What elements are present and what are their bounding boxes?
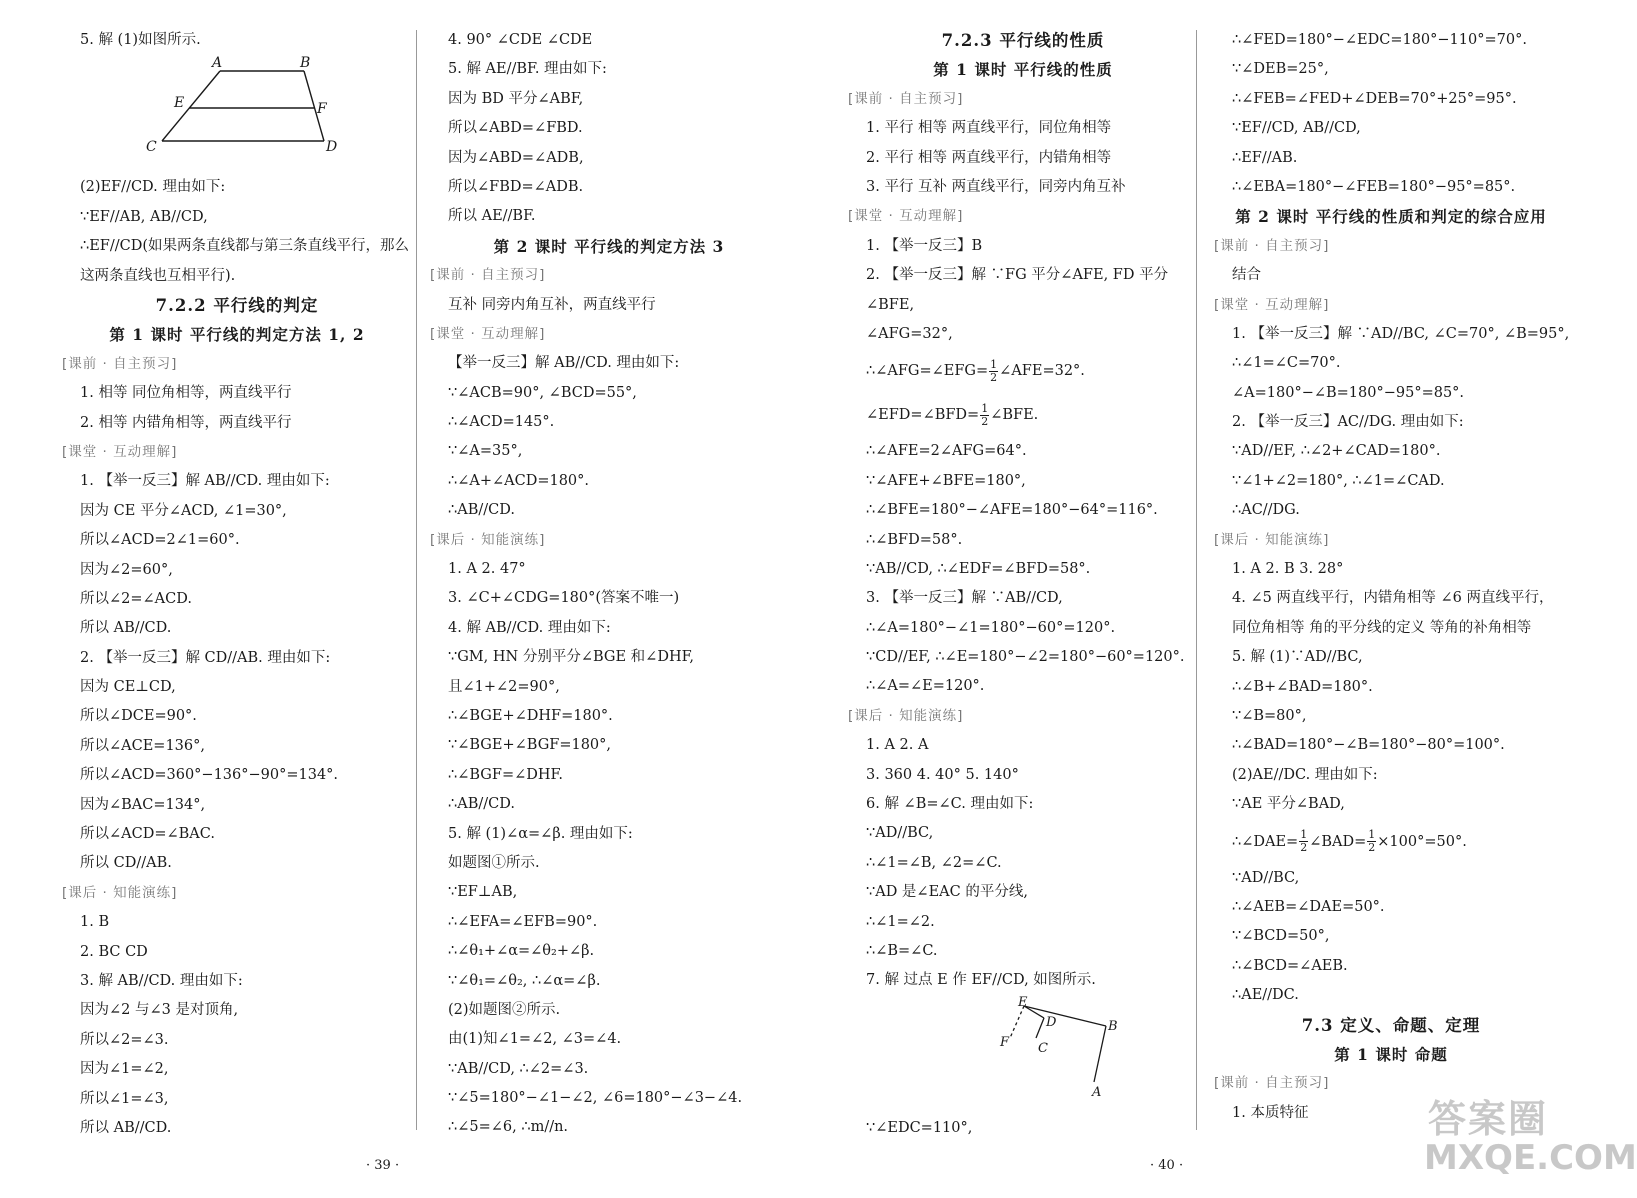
answer-line: 2. 相等 内错角相等，两直线平行 [80, 414, 292, 431]
answer-line: ∵AB//CD, ∴∠EDF=∠BFD=58°. [866, 560, 1091, 577]
answer-line: 6. 解 ∠B=∠C. 理由如下: [866, 796, 1034, 813]
answer-line: 3. ∠C+∠CDG=180°(答案不唯一) [448, 590, 680, 607]
answer-line: 3. 360 4. 40° 5. 140° [866, 766, 1019, 783]
answer-line: ∴∠BFD=58°. [866, 531, 963, 548]
answer-line: 所以∠ACE=136°, [80, 737, 205, 754]
fig-label: A [1092, 1084, 1102, 1100]
answer-line: 2. 平行 相等 两直线平行，内错角相等 [866, 149, 1112, 166]
answer-line: 7. 解 过点 E 作 EF//CD, 如图所示. [866, 972, 1096, 989]
answer-line: 1. 【举一反三】B [866, 237, 983, 254]
answer-line: 所以∠ABD=∠FBD. [448, 120, 583, 137]
figure [848, 996, 1198, 1114]
answer-line: 结合 [1232, 267, 1261, 284]
lesson-heading: 第 2 课时 平行线的性质和判定的综合应用 [1235, 207, 1547, 227]
answer-line: 所以∠ACD=360°−136°−90°=134°. [80, 767, 339, 784]
section-tag: [课堂 · 互动理解] [430, 325, 546, 342]
answer-line: 因为 CE 平分∠ACD, ∠1=30°, [80, 502, 287, 519]
column-1 [62, 26, 412, 1143]
column-3 [848, 26, 1198, 1143]
answer-line: ∵∠BCD=50°, [1232, 928, 1330, 945]
answer-line: 1. 【举一反三】解 ∵AD//BC, ∠C=70°, ∠B=95°, [1232, 325, 1570, 342]
answer-line: 因为∠2 与∠3 是对顶角, [80, 1002, 239, 1019]
section-tag: [课后 · 知能演练] [848, 707, 964, 724]
section-tag: [课堂 · 互动理解] [1214, 296, 1330, 313]
section-tag: [课前 · 自主预习] [1214, 1075, 1330, 1092]
answer-line: 3. 【举一反三】解 ∵AB//CD, [866, 590, 1063, 607]
section-tag: [课前 · 自主预习] [848, 90, 964, 107]
answer-line: ∴∠BGE+∠DHF=180°. [448, 707, 613, 724]
fig-label: C [1038, 1040, 1048, 1056]
answer-line: ∵AE 平分∠BAD, [1232, 796, 1345, 813]
answer-line: 1. A 2. B 3. 28° [1232, 561, 1344, 578]
section-heading: 7.3 定义、命题、定理 [1301, 1015, 1481, 1035]
answer-line: 4. ∠5 两直线平行，内错角相等 ∠6 两直线平行，同位角相等 角的平分线的定义 等角的补角相等 [1232, 590, 1554, 636]
answer-line: ∵∠5=180°−∠1−∠2, ∠6=180°−∠3−∠4. [448, 1090, 743, 1107]
fig-label: B [1108, 1018, 1118, 1034]
answer-line: (2)如题图②所示. [448, 1001, 561, 1018]
answer-line: ∴∠FEB=∠FED+∠DEB=70°+25°=95°. [1232, 90, 1517, 107]
answer-line: ∴∠B+∠BAD=180°. [1232, 678, 1373, 695]
answer-line: ∵AD//BC, [866, 825, 934, 842]
lesson-heading: 第 2 课时 平行线的判定方法 3 [493, 236, 725, 256]
answer-line: 因为 CE⊥CD, [80, 679, 176, 696]
fraction: $\frac{1}{2}$ [1300, 828, 1308, 855]
fraction: $\frac{1}{2}$ [990, 357, 998, 384]
answer-line: ∵EF⊥AB, [448, 884, 518, 901]
answer-line: ∵EF//CD, AB//CD, [1232, 120, 1361, 137]
answer-line: 1. A 2. A [866, 737, 929, 754]
answer-line: 3. 平行 互补 两直线平行，同旁内角互补 [866, 178, 1126, 195]
answer-line: 1. 相等 同位角相等，两直线平行 [80, 385, 292, 402]
fig-label: A [212, 55, 223, 72]
fig-label: B [300, 55, 311, 72]
lesson-heading: 第 1 课时 平行线的判定方法 1, 2 [109, 325, 365, 345]
answer-line: ∴∠EBA=180°−∠FEB=180°−95°=85°. [1232, 178, 1516, 195]
answer-line: 所以∠ACD=2∠1=60°. [80, 532, 240, 549]
answer-line: 由(1)知∠1=∠2, ∠3=∠4. [448, 1031, 622, 1048]
answer-line: 所以 AE//BF. [448, 208, 536, 225]
answer-line: (2)EF//CD. 理由如下: [80, 179, 226, 196]
answer-line: 【举一反三】解 AB//CD. 理由如下: [448, 355, 680, 372]
answer-line: 所以∠2=∠3. [80, 1031, 169, 1048]
column-2 [430, 26, 788, 1143]
section-tag: [课前 · 自主预习] [1214, 237, 1330, 254]
answer-line: ∵∠B=80°, [1232, 708, 1307, 725]
answer-line: 1. B [80, 914, 110, 931]
answer-line: 所以 CD//AB. [80, 855, 172, 872]
fraction: $\frac{1}{2}$ [1368, 828, 1376, 855]
answer-line: 因为∠2=60°, [80, 561, 173, 578]
answer-line: 互补 同旁内角互补，两直线平行 [448, 296, 656, 313]
section-tag: [课堂 · 互动理解] [62, 443, 178, 460]
fig-label: F [1000, 1034, 1010, 1050]
answer-line: ∵∠ACB=90°, ∠BCD=55°, [448, 384, 637, 401]
answer-line: ∵EF//AB, AB//CD, [80, 208, 208, 225]
answer-line: ∴∠θ₁+∠α=∠θ₂+∠β. [448, 943, 595, 960]
answer-line: ∵AD 是∠EAC 的平分线, [866, 884, 1028, 901]
answer-line: 1. 本质特征 [1232, 1104, 1309, 1121]
answer-line: 因为∠BAC=134°, [80, 796, 206, 813]
answer-line: 1. 平行 相等 两直线平行，同位角相等 [866, 120, 1112, 137]
column-divider [1196, 30, 1197, 1130]
answer-line: 5. 解 (1)如图所示. [80, 32, 201, 48]
section-heading: 7.2.2 平行线的判定 [155, 295, 319, 315]
answer-line: ∠AFG=32°, [866, 325, 953, 342]
section-tag: [课堂 · 互动理解] [848, 208, 964, 225]
answer-line: ∵AD//EF, ∴∠2+∠CAD=180°. [1232, 443, 1441, 460]
answer-line: ∵∠EDC=110°, [866, 1119, 973, 1136]
answer-line: ∴∠1=∠C=70°. [1232, 355, 1341, 372]
answer-line: 所以 AB//CD. [80, 1119, 172, 1136]
lesson-heading: 第 1 课时 命题 [1334, 1044, 1448, 1064]
answer-line: ∵AD//BC, [1232, 869, 1300, 886]
answer-line: 5. 解 (1)∠α=∠β. 理由如下: [448, 825, 633, 842]
answer-line: ∴AE//DC. [1232, 987, 1299, 1004]
answer-line: ∴∠EFA=∠EFB=90°. [448, 913, 598, 930]
equation-line: ∴∠DAE= $\frac{1}{2}$ ∠BAD= $\frac{1}{2}$ ×100°=50°. [1232, 828, 1467, 855]
answer-line: 5. 解 AE//BF. 理由如下: [448, 61, 607, 78]
equation-line: ∠EFD=∠BFD= $\frac{1}{2}$ ∠BFE. [866, 401, 1039, 428]
section-heading: 7.2.3 平行线的性质 [941, 31, 1105, 50]
section-tag: [课后 · 知能演练] [430, 531, 546, 548]
fig-label: E [174, 95, 185, 112]
answer-line: 所以∠FBD=∠ADB. [448, 178, 584, 195]
fig-label: E [1018, 994, 1028, 1010]
parallel-lines-figure [918, 994, 1118, 1100]
answer-line: ∴EF//CD(如果两条直线都与第三条直线平行，那么这两条直线也互相平行). [80, 238, 410, 284]
answer-line: ∵∠DEB=25°, [1232, 61, 1329, 78]
answer-line: 因为∠ABD=∠ADB, [448, 149, 584, 166]
answer-line: ∴AC//DG. [1232, 502, 1300, 519]
answer-line: ∵∠A=35°, [448, 443, 523, 460]
column-4 [1214, 26, 1568, 1128]
answer-line: ∴AB//CD. [448, 502, 515, 519]
page-number-left: · 39 · [366, 1158, 400, 1173]
fig-label: D [326, 139, 338, 156]
answer-line: ∵∠1+∠2=180°, ∴∠1=∠CAD. [1232, 472, 1445, 489]
answer-line: ∵∠AFE+∠BFE=180°, [866, 472, 1026, 489]
section-tag: [课前 · 自主预习] [62, 355, 178, 372]
answer-line: ∴AB//CD. [448, 796, 515, 813]
answer-line: 所以 AB//CD. [80, 620, 172, 637]
fig-label: D [1046, 1014, 1057, 1030]
answer-line: ∵GM, HN 分别平分∠BGE 和∠DHF, [448, 649, 694, 666]
answer-line: 且∠1+∠2=90°, [448, 678, 560, 695]
equation-line: ∴∠AFG=∠EFG= $\frac{1}{2}$ ∠AFE=32°. [866, 357, 1085, 384]
answer-line: ∵CD//EF, ∴∠E=180°−∠2=180°−60°=120°. [866, 649, 1185, 666]
fig-label: F [317, 101, 327, 118]
answer-line: ∵AB//CD, ∴∠2=∠3. [448, 1060, 589, 1077]
answer-line: 所以∠2=∠ACD. [80, 590, 192, 607]
answer-line: ∴∠AEB=∠DAE=50°. [1232, 898, 1385, 915]
answer-line: 4. 90° ∠CDE ∠CDE [448, 32, 593, 48]
answer-line: ∴∠1=∠B, ∠2=∠C. [866, 854, 1002, 871]
answer-line: ∵∠θ₁=∠θ₂, ∴∠α=∠β. [448, 972, 601, 989]
answer-line: ∴∠BGF=∠DHF. [448, 766, 563, 783]
section-tag: [课前 · 自主预习] [430, 267, 546, 284]
answer-line: 1. A 2. 47° [448, 561, 526, 578]
answer-line: ∴∠BFE=180°−∠AFE=180°−64°=116°. [866, 502, 1158, 519]
answer-line: 2. 【举一反三】AC//DG. 理由如下: [1232, 414, 1464, 431]
answer-line: 所以∠DCE=90°. [80, 708, 197, 725]
answer-line: ∴∠A=∠E=120°. [866, 678, 985, 695]
answer-line: ∴∠FED=180°−∠EDC=180°−110°=70°. [1232, 32, 1527, 48]
column-divider [416, 30, 417, 1130]
answer-line: ∴∠A=180°−∠1=180°−60°=120°. [866, 619, 1116, 636]
answer-line: ∵∠BGE+∠BGF=180°, [448, 737, 612, 754]
lesson-heading: 第 1 课时 平行线的性质 [933, 60, 1113, 80]
fraction: $\frac{1}{2}$ [981, 401, 989, 428]
answer-line: 2. 【举一反三】解 CD//AB. 理由如下: [80, 649, 331, 666]
answer-line: ∠A=180°−∠B=180°−95°=85°. [1232, 384, 1465, 401]
watermark-url: MXQE.COM [1424, 1138, 1637, 1178]
answer-line: 1. 【举一反三】解 AB//CD. 理由如下: [80, 473, 330, 490]
answer-line: ∴EF//AB. [1232, 149, 1298, 166]
answer-line: 所以∠1=∠3, [80, 1090, 169, 1107]
answer-line: ∴∠BCD=∠AEB. [1232, 957, 1348, 974]
answer-line: 2. 【举一反三】解 ∵FG 平分∠AFE, FD 平分∠BFE, [866, 267, 1169, 313]
answer-line: 4. 解 AB//CD. 理由如下: [448, 619, 611, 636]
section-tag: [课后 · 知能演练] [1214, 531, 1330, 548]
answer-line: ∴∠AFE=2∠AFG=64°. [866, 443, 1027, 460]
answer-line: 如题图①所示. [448, 854, 540, 871]
figure [62, 55, 412, 173]
section-tag: [课后 · 知能演练] [62, 884, 178, 901]
answer-line: ∴∠B=∠C. [866, 942, 938, 959]
answer-line: 因为∠1=∠2, [80, 1061, 169, 1078]
watermark-logo: 答案圈 [1428, 1097, 1549, 1141]
answer-line: 因为 BD 平分∠ABF, [448, 90, 584, 107]
fig-label: C [146, 139, 157, 156]
answer-line: ∴∠ACD=145°. [448, 414, 555, 431]
answer-line: ∴∠BAD=180°−∠B=180°−80°=100°. [1232, 737, 1505, 754]
page-number-right: · 40 · [1150, 1158, 1184, 1173]
answer-line: ∴∠1=∠2. [866, 913, 935, 930]
answer-line: 2. BC CD [80, 943, 148, 960]
answer-line: (2)AE//DC. 理由如下: [1232, 766, 1378, 783]
answer-line: 5. 解 (1)∵AD//BC, [1232, 649, 1363, 666]
trapezoid-figure [132, 55, 352, 156]
answer-line: 3. 解 AB//CD. 理由如下: [80, 972, 243, 989]
answer-line: 所以∠ACD=∠BAC. [80, 826, 215, 843]
answer-line: ∴∠5=∠6, ∴m//n. [448, 1119, 569, 1136]
answer-line: ∴∠A+∠ACD=180°. [448, 472, 590, 489]
